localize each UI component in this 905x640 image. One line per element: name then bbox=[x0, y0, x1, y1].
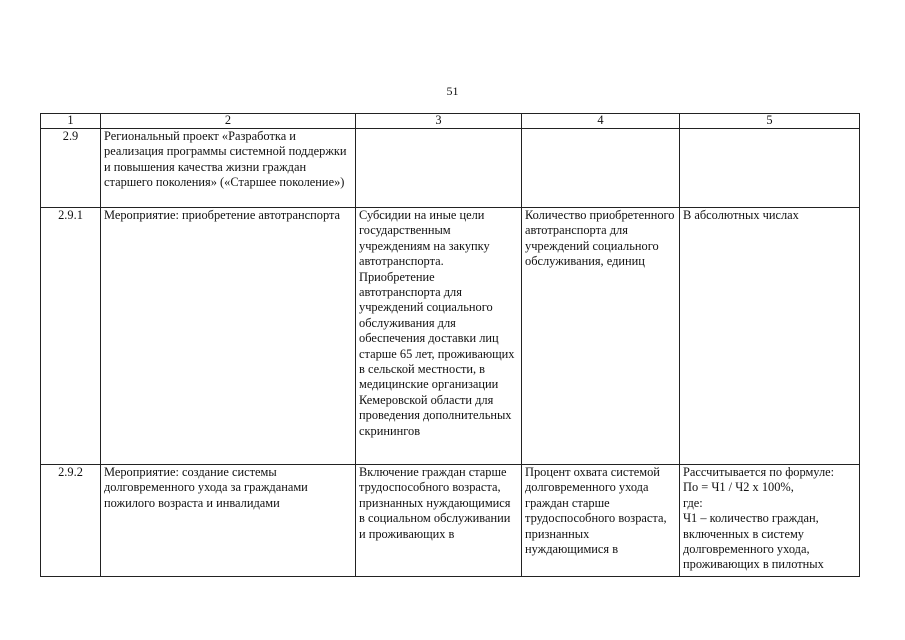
table-row bbox=[41, 129, 860, 208]
table-row bbox=[41, 208, 860, 465]
table-row bbox=[41, 465, 860, 577]
header-cell-4: 4 bbox=[522, 114, 680, 129]
page-number: 51 bbox=[446, 84, 459, 98]
header-cell-1: 1 bbox=[41, 114, 101, 129]
description-cell: Региональный проект «Разработка и реализация программы системной поддержки и повышения качества жизни граждан старшего поколения» («Старшее поколение») bbox=[101, 129, 356, 208]
header-cell-3: 3 bbox=[356, 114, 522, 129]
content-cell: Субсидии на иные цели государственным учреждениям на закупку автотранспорта. Приобретение автотранспорта для учреждений социального обслуживания для обеспечения доставки лиц старше 65 лет, проживающих в сельской местности, в медицинские организации Кемеровской области для проведения дополнительных скринингов bbox=[356, 208, 522, 465]
formula-line: где: bbox=[683, 495, 703, 510]
indicator-cell bbox=[522, 129, 680, 208]
method-cell: В абсолютных числах bbox=[680, 208, 860, 465]
content-cell bbox=[356, 129, 522, 208]
description-cell: Мероприятие: создание системы долговременного ухода за гражданами пожилого возраста и инвалидами bbox=[101, 465, 356, 577]
row-number-cell: 2.9.1 bbox=[41, 208, 101, 465]
formula-line: По = Ч1 / Ч2 x 100%, bbox=[683, 480, 794, 495]
row-number-cell: 2.9 bbox=[41, 129, 101, 208]
indicator-cell: Количество приобретенного автотранспорта для учреждений социального обслуживания, единиц bbox=[522, 208, 680, 465]
method-cell bbox=[680, 465, 860, 577]
method-cell bbox=[680, 129, 860, 208]
row-number-cell: 2.9.2 bbox=[41, 465, 101, 577]
indicator-cell: Процент охвата системой долговременного ухода граждан старше трудоспособного возраста, признанных нуждающимися в bbox=[522, 465, 680, 577]
program-table bbox=[40, 113, 860, 577]
formula-line: Ч1 – количество граждан, включенных в систему долговременного ухода, проживающих в пилотных bbox=[683, 511, 824, 572]
formula-line: Рассчитывается по формуле: bbox=[683, 465, 835, 479]
header-cell-5: 5 bbox=[680, 114, 860, 129]
description-cell: Мероприятие: приобретение автотранспорта bbox=[101, 208, 356, 465]
header-cell-2: 2 bbox=[101, 114, 356, 129]
table-header-row bbox=[41, 114, 860, 129]
content-cell: Включение граждан старше трудоспособного возраста, признанных нуждающимися в социальном обслуживании и проживающих в bbox=[356, 465, 522, 577]
